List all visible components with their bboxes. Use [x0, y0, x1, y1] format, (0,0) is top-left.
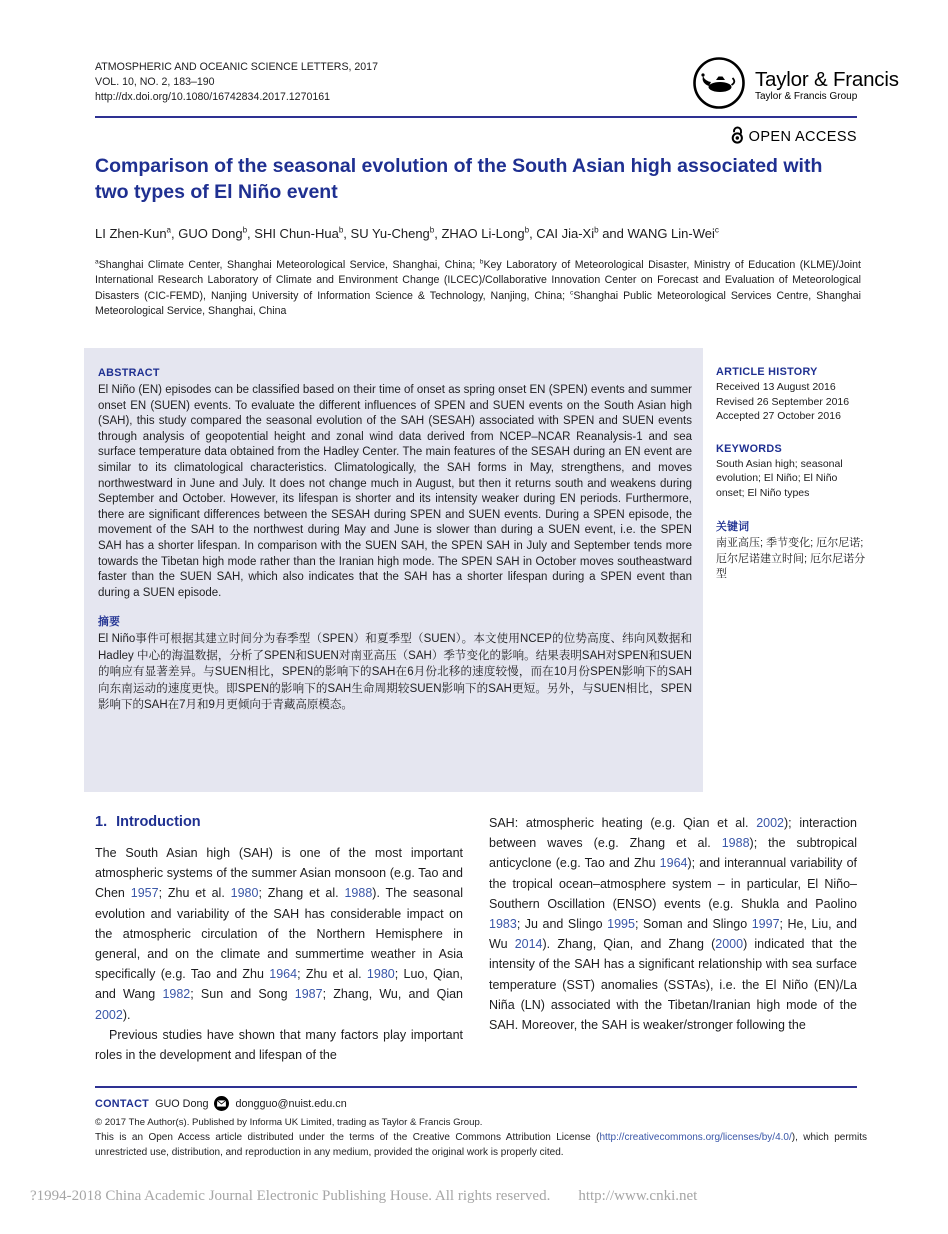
publisher-logo: [692, 56, 899, 115]
citation-link[interactable]: 2000: [715, 937, 744, 952]
contact-label: CONTACT: [95, 1097, 150, 1110]
open-access-label: OPEN ACCESS: [748, 128, 857, 145]
watermark-text: ?1994-2018 China Academic Journal Electronic Publishing House. All rights reserved.: [30, 1188, 551, 1204]
citation-link[interactable]: 1964: [269, 967, 298, 982]
email-icon: [214, 1096, 229, 1111]
article-meta-sidebar: [716, 366, 866, 602]
section-title: Introduction: [116, 814, 201, 830]
journal-doi: http://dx.doi.org/10.1080/16742834.2017.1270161: [95, 91, 331, 103]
keywords-heading: KEYWORDS: [716, 442, 782, 455]
chinese-keywords-text: 南亚高压; 季节变化; 厄尔尼诺; 厄尔尼诺建立时间; 厄尔尼诺分型: [716, 537, 866, 580]
intro-paragraph-2: Previous studies have shown that many factors play important roles in the development and lifespan of the: [95, 1027, 463, 1063]
citation-link[interactable]: 1980: [366, 967, 395, 982]
contact-name: GUO Dong: [155, 1097, 209, 1110]
citation-link[interactable]: 1988: [344, 886, 373, 901]
cnki-watermark: [30, 1188, 697, 1205]
keywords-text: South Asian high; seasonal evolution; El Niño; El Niño onset; El Niño types: [716, 457, 843, 499]
keywords-block: [716, 443, 866, 501]
abstract-heading: ABSTRACT: [98, 367, 160, 379]
chinese-abstract-text: El Niño事件可根据其建立时间分为春季型（SPEN）和夏季型（SUEN）。本文使用NCEP的位势高度、纬向风数据和Hadley 中心的海温数据，分析了SPEN和SUEN对南亚高压（SAH）季节变化的影响。结果表明SAH对SPEN和SUEN的响应有显著差异。与SUEN相比，SPEN的影响下的SAH在6月份北移的速度较慢，而在10月份SPEN影响下的SAH向东南运动的速度更快。即SPEN的影响下的SAH生命周期较SUEN影响下的SAH更短。另外，与SUEN相比，SPEN影响下的SAH在7月和9月更倾向于青藏高原模态。: [98, 633, 692, 711]
journal-info: [95, 60, 378, 105]
citation-link[interactable]: 1983: [489, 917, 517, 932]
abstract-box: [84, 348, 703, 792]
affiliations: $^a$Shanghai Climate Center, Shanghai Meteorological Service, Shanghai, China; $^b$Key Laboratory of Meteorological Disaster, Ministry of Education (KLME)/Joint International Research Laboratory of Climate and Environment Change (ILCEC)/Collaborative Innovation Center on Forecast and Evaluation of Meteorological Disasters (CIC-FEMD), Nanjing University of Information Science & Technology, Nanjing, China; $^c$Shanghai Public Meteorological Services Centre, Shanghai Meteorological Service, Shanghai, China: [95, 258, 861, 318]
article-history-heading: ARTICLE HISTORY: [716, 366, 818, 378]
citation-link[interactable]: http://creativecommons.org/licenses/by/4.0/: [599, 1132, 792, 1143]
citation-link[interactable]: 1957: [130, 886, 159, 901]
journal-volume: VOL. 10, NO. 2, 183–190: [95, 76, 215, 88]
section-number: 1.: [95, 814, 108, 830]
open-access-badge: [0, 125, 857, 148]
article-history: [716, 366, 866, 424]
abstract-text: El Niño (EN) episodes can be classified based on their time of onset as spring onset EN (SPEN) events and summer onset EN (SUEN) events. To evaluate the different influences of SPEN and SUEN events on the South Asian high (SAH), this study compared the seasonal evolution of the SAH (SESAH) associated with SPEN and SUEN events through analysis of geopotential height and zonal wind data derived from NCEP–NCAR Reanalysis-1 and sea surface temperature data obtained from the Hadley Center. The main features of the SESAH during an EN event are similar to its climatological characteristics. Climatologically, the SAH forms in May, strengthens, and moves northwestward in June and July. It does not change much in August, but then it returns south and weakens during September and October. However, its lifespan is shorter and its intensity weaker during EN periods. Furthermore, there are significant differences between the SESAH during SPEN and SUEN events. During a SPEN episode, the movement of the SAH to the northwest during May and June is slower than during a SUEN event, i.e. the SPEN SAH has a shorter lifespan. In comparison with the SUEN SAH, the SPEN SAH in July and September tends more towards the Tibetan high mode rather than the Iranian high mode. The SPEN SAH in October moves southeastward faster than the SUEN SAH, which also indicates that the SAH has a shorter lifespan during a SPEN event than during a SUEN episode.: [98, 384, 692, 599]
accepted-date: Accepted 27 October 2016: [716, 410, 841, 422]
intro-column-right: [489, 813, 857, 1035]
open-lock-icon: [730, 125, 744, 148]
citation-link[interactable]: 1964: [659, 856, 688, 871]
footer-divider: [95, 1086, 857, 1088]
contact-email[interactable]: dongguo@nuist.edu.cn: [235, 1097, 347, 1110]
citation-link[interactable]: 1982: [162, 987, 191, 1002]
citation-link[interactable]: 1980: [230, 886, 259, 901]
intro-paragraph-1: The South Asian high (SAH) is one of the most important atmospheric systems of the summer Asian monsoon (e.g. Tao and Chen 1957; Zhu et al. 1980; Zhang et al. 1988). The seasonal evolution and variability of the SAH has considerable impact on the atmospheric circulation of the Northern Hemisphere in general, and on the climate and summertime weather in Asia specifically (e.g. Tao and Zhu 1964; Zhu et al. 1980; Luo, Qian, and Wang 1982; Sun and Song 1987; Zhang, Wu, and Qian 2002).: [95, 846, 464, 1022]
license-text: This is an Open Access article distributed under the terms of the Creative Commons Attribution License (http://creativecommons.org/licenses/by/4.0/), which permits unrestricted use, distribution, and reproduction in any medium, provided the original work is properly cited.: [95, 1132, 868, 1158]
citation-link[interactable]: 2014: [514, 937, 543, 952]
citation-link[interactable]: 1997: [751, 917, 780, 932]
section-heading-introduction: [95, 814, 201, 830]
received-date: Received 13 August 2016: [716, 381, 836, 393]
publisher-wordmark: [755, 69, 899, 103]
intro-column-left: [95, 843, 463, 1065]
intro-paragraph-3: SAH: atmospheric heating (e.g. Qian et al. 2002); interaction between waves (e.g. Zhang et al. 1988); the subtropical anticyclone (e.g. Tao and Zhu 1964); and interannual variability of the tropical ocean–atmosphere system – in particular, El Niño–Southern Oscillation (ENSO) events (e.g. Shukla and Paolino 1983; Ju and Slingo 1995; Soman and Slingo 1997; He, Liu, and Wu 2014). Zhang, Qian, and Zhang (2000) indicated that the intensity of the SAH has a significant relationship with sea surface temperature (SST) anomalies (SSTAs), i.e. the El Niño (EN)/La Niña (LN) associated with the Tibetan/Iranian high mode of the SAH. Moreover, the SAH is weaker/stronger following the: [489, 816, 858, 1033]
watermark-url: http://www.cnki.net: [578, 1188, 698, 1204]
citation-link[interactable]: 1988: [721, 836, 750, 851]
citation-link[interactable]: 2002: [756, 816, 784, 830]
chinese-abstract-heading: 摘要: [98, 616, 121, 629]
header-divider: [95, 116, 857, 118]
citation-link[interactable]: 1987: [294, 987, 323, 1002]
revised-date: Revised 26 September 2016: [716, 395, 850, 408]
copyright-line: © 2017 The Author(s). Published by Informa UK Limited, trading as Taylor & Francis Group.: [95, 1117, 483, 1128]
citation-link[interactable]: 2002: [95, 1007, 123, 1022]
author-list: LI Zhen-Kun$^a$, GUO Dong$^b$, SHI Chun-Hua$^b$, SU Yu-Cheng$^b$, ZHAO Li-Long$^b$, CAI Jia-Xi$^b$ and WANG Lin-Wei$^c$: [95, 225, 719, 241]
page-title: [95, 153, 885, 205]
publisher-name: Taylor & Francis: [755, 67, 899, 91]
title-line-2: two types of El Niño event: [95, 181, 338, 203]
publisher-group: Taylor & Francis Group: [755, 90, 858, 102]
title-line-1: Comparison of the seasonal evolution of the South Asian high associated with: [95, 155, 823, 177]
taylor-francis-roundel-icon: [692, 56, 746, 115]
chinese-keywords-block: [716, 519, 866, 583]
contact-line: [95, 1096, 347, 1111]
journal-name: ATMOSPHERIC AND OCEANIC SCIENCE LETTERS, 2017: [95, 61, 378, 73]
chinese-keywords-heading: 关键词: [716, 521, 750, 533]
citation-link[interactable]: 1995: [607, 917, 635, 932]
